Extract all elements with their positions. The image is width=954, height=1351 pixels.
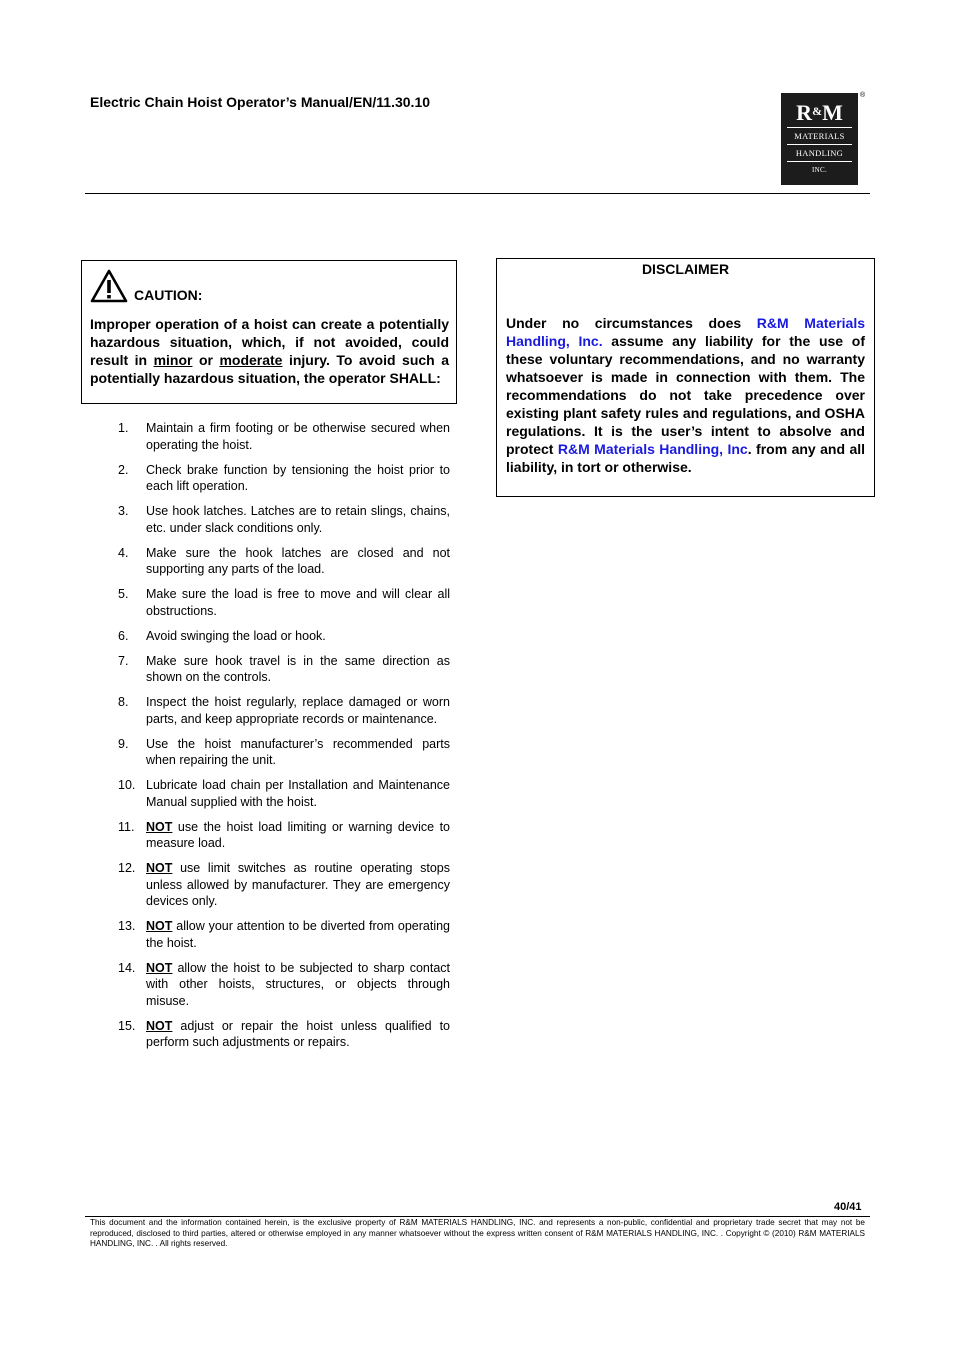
list-item: 9. Use the hoist manufacturer’s recommended parts when repairing the unit.	[118, 736, 450, 767]
caution-box	[81, 260, 457, 404]
logo-line-inc: INC.	[811, 166, 827, 174]
logo-divider	[787, 127, 852, 128]
footer-divider	[85, 1216, 870, 1217]
header-title: Electric Chain Hoist Operator’s Manual/EN/11.30.10	[90, 94, 431, 110]
header-divider	[85, 193, 870, 194]
list-item: 4. Make sure the hook latches are closed and not supporting any parts of the load.	[118, 545, 450, 576]
list-item: 2. Check brake function by tensioning the hoist prior to each lift operation.	[118, 462, 450, 493]
disclaimer-box	[496, 258, 875, 497]
logo-line-materials: MATERIALS	[794, 131, 845, 141]
operator-rules-list	[112, 420, 450, 1059]
list-item: 12. NOT use limit switches as routine operating stops unless allowed by manufacturer. They are emergency devices only.	[118, 861, 450, 908]
disclaimer-title: DISCLAIMER	[641, 261, 730, 277]
caution-heading	[90, 269, 202, 303]
moderate-text: moderate	[219, 352, 283, 368]
registered-mark: ®	[860, 92, 866, 99]
list-item: 6. Avoid swinging the load or hook.	[118, 628, 326, 643]
logo-mark: R&M	[796, 100, 843, 125]
list-item: 13. NOT allow your attention to be diverted from operating the hoist.	[118, 919, 450, 950]
list-item: 14. NOT allow the hoist to be subjected to sharp contact with other hoists, structures, or objects through misuse.	[118, 960, 450, 1008]
caution-label: CAUTION:	[134, 287, 203, 303]
logo-divider	[787, 144, 852, 145]
company-logo	[781, 93, 858, 185]
disclaimer-text: Under no circumstances does R&M Materials Handling, Inc. assume any liability for the use of these voluntary recommendations, and no warranty whatsoever is made in connection with them. The recommendations do not take precedence over existing plant safety rules and regulations, and OSHA regulations. It is the user’s intent to absolve and protect R&M Materials Handling, Inc. from any and all liability, in tort or otherwise.	[506, 315, 866, 475]
minor-text: minor	[153, 352, 193, 368]
caution-text: Improper operation of a hoist can create a potentially hazardous situation, which, if not avoided, could result in minor or moderate injury. To avoid such a potentially hazardous situation, the operator SHALL:	[90, 316, 449, 386]
company-name: R&M Materials Handling, Inc	[557, 441, 748, 457]
list-item: 7. Make sure hook travel is in the same direction as shown on the controls.	[118, 653, 450, 684]
list-item: 11. NOT use the hoist load limiting or warning device to measure load.	[118, 819, 450, 850]
list-item: 15. NOT adjust or repair the hoist unless qualified to perform such adjustments or repairs.	[118, 1018, 450, 1049]
company-name: R&M Materials Handling, Inc.	[506, 315, 866, 349]
logo-divider	[787, 161, 852, 162]
list-item: 8. Inspect the hoist regularly, replace damaged or worn parts, and keep appropriate records or maintenance.	[118, 695, 450, 726]
list-item: 1. Maintain a firm footing or be otherwise secured when operating the hoist.	[118, 421, 450, 452]
footer-notice: This document and the information contained herein, is the exclusive property of R&M MATERIALS HANDLING, INC. and represents a non-public, confidential and proprietary trade secret that may not be reproduced, disclosed to third parties, altered or otherwise employed in any manner whatsoever without the express written consent of R&M MATERIALS HANDLING, INC. . Copyright © (2010) R&M MATERIALS HANDLING, INC. . All rights reserved.	[90, 1218, 865, 1248]
warning-triangle-icon	[90, 269, 128, 303]
page-number: 40/41	[834, 1201, 862, 1213]
list-item: 5. Make sure the load is free to move and will clear all obstructions.	[118, 587, 450, 618]
logo-line-handling: HANDLING	[795, 148, 844, 158]
list-item: 3. Use hook latches. Latches are to retain slings, chains, etc. under slack conditions only.	[118, 504, 450, 535]
list-item: 10. Lubricate load chain per Installation and Maintenance Manual supplied with the hoist.	[118, 778, 450, 809]
